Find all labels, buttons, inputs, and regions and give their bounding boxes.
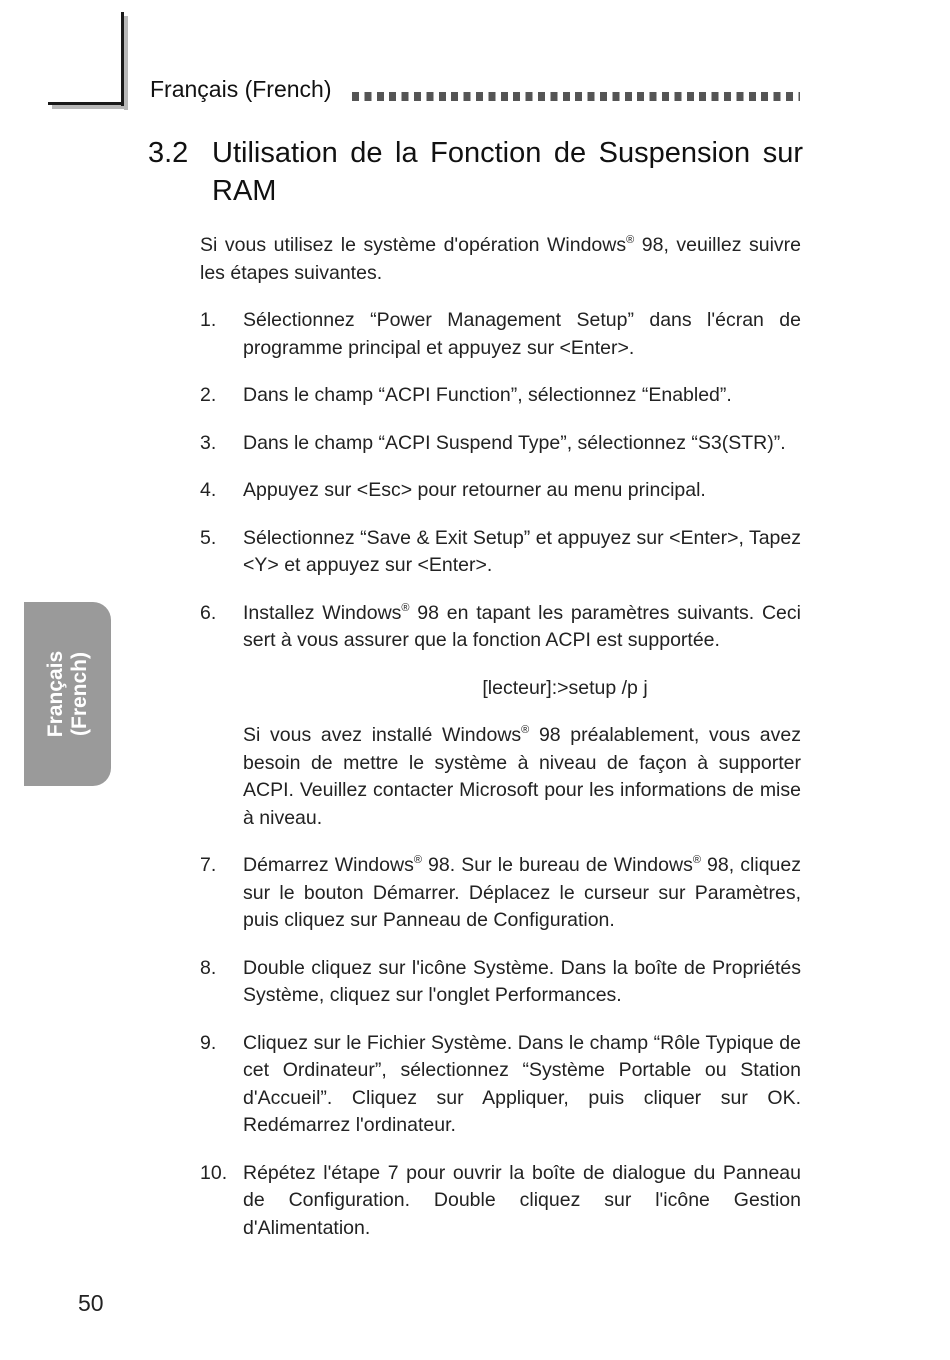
- section-title: [148, 134, 803, 210]
- intro-paragraph: Si vous utilisez le système d'opération Windows® 98, veuillez suivre les étapes suivantes.: [200, 234, 801, 284]
- page-number: 50: [78, 1290, 104, 1316]
- step-number: 1.: [200, 309, 217, 331]
- section-number: 3.2: [148, 137, 189, 169]
- corner-mark-vertical: [121, 12, 124, 106]
- step-note: Si vous avez installé Windows® 98 préalablement, vous avez besoin de mettre le système à niveau de façon à supporter ACPI. Veuillez contacter Microsoft pour les informations de mise à niveau.: [243, 724, 801, 829]
- step-number: 3.: [200, 431, 217, 454]
- step-text: Cliquez sur le Fichier Système. Dans le champ “Rôle Typique de cet Ordinateur”, sélectionnez “Système Portable ou Station d'Accueil”. Cliquez sur Appliquer, puis cliquer sur OK. Redémarrez l'ordinateur.: [243, 1031, 801, 1136]
- step-number: 5.: [200, 526, 217, 549]
- step-text: Répétez l'étape 7 pour ouvrir la boîte de dialogue du Panneau de Configuration. Double cliquez sur l'icône Gestion d'Alimentation.: [243, 1161, 801, 1239]
- steps-list: [200, 307, 801, 1242]
- list-item: [200, 1030, 801, 1140]
- step-text: Installez Windows® 98 en tapant les paramètres suivants. Ceci sert à vous assurer que la fonction ACPI est supportée.: [243, 601, 801, 651]
- step-text: Double cliquez sur l'icône Système. Dans la boîte de Propriétés Système, cliquez sur l'onglet Performances.: [243, 956, 801, 1006]
- list-item: [200, 382, 801, 410]
- step-text: Appuyez sur <Esc> pour retourner au menu principal.: [243, 479, 706, 501]
- list-item: [200, 525, 801, 580]
- corner-mark-shadow: [52, 105, 128, 109]
- step-text: Sélectionnez “Power Management Setup” dans l'écran de programme principal et appuyez sur <Enter>.: [243, 309, 801, 359]
- side-language-tab: [24, 602, 111, 786]
- list-item: [200, 955, 801, 1010]
- corner-mark-shadow: [124, 16, 128, 110]
- list-item: [200, 477, 801, 505]
- list-item: [200, 430, 801, 458]
- step-number: 10.: [200, 1161, 228, 1184]
- step-text: Dans le champ “ACPI Function”, sélectionnez “Enabled”.: [243, 384, 732, 406]
- step-number: 8.: [200, 956, 217, 979]
- header-dotted-rule: [352, 92, 800, 101]
- step-number: 2.: [200, 384, 217, 406]
- section-title-text: Utilisation de la Fonction de Suspension sur RAM: [212, 137, 803, 207]
- list-item: [200, 1160, 801, 1243]
- step-number: 6.: [200, 601, 217, 624]
- side-tab-label: Français (French): [43, 650, 91, 738]
- setup-command: [lecteur]:>setup /p j: [482, 676, 648, 699]
- corner-mark-horizontal: [48, 102, 124, 105]
- list-item: [200, 600, 801, 833]
- step-number: 9.: [200, 1031, 217, 1054]
- list-item: [200, 852, 801, 935]
- list-item: [200, 307, 801, 362]
- header-label: Français (French): [150, 76, 332, 102]
- step-text: Dans le champ “ACPI Suspend Type”, sélectionnez “S3(STR)”.: [243, 431, 786, 454]
- step-text: Sélectionnez “Save & Exit Setup” et appuyez sur <Enter>, Tapez <Y> et appuyez sur <Enter>.: [243, 526, 801, 576]
- step-number: 7.: [200, 854, 217, 876]
- step-text: Démarrez Windows® 98. Sur le bureau de Windows® 98, cliquez sur le bouton Démarrer. Déplacez le curseur sur Paramètres, puis cliquez sur Panneau de Configuration.: [243, 854, 801, 931]
- step-number: 4.: [200, 479, 217, 501]
